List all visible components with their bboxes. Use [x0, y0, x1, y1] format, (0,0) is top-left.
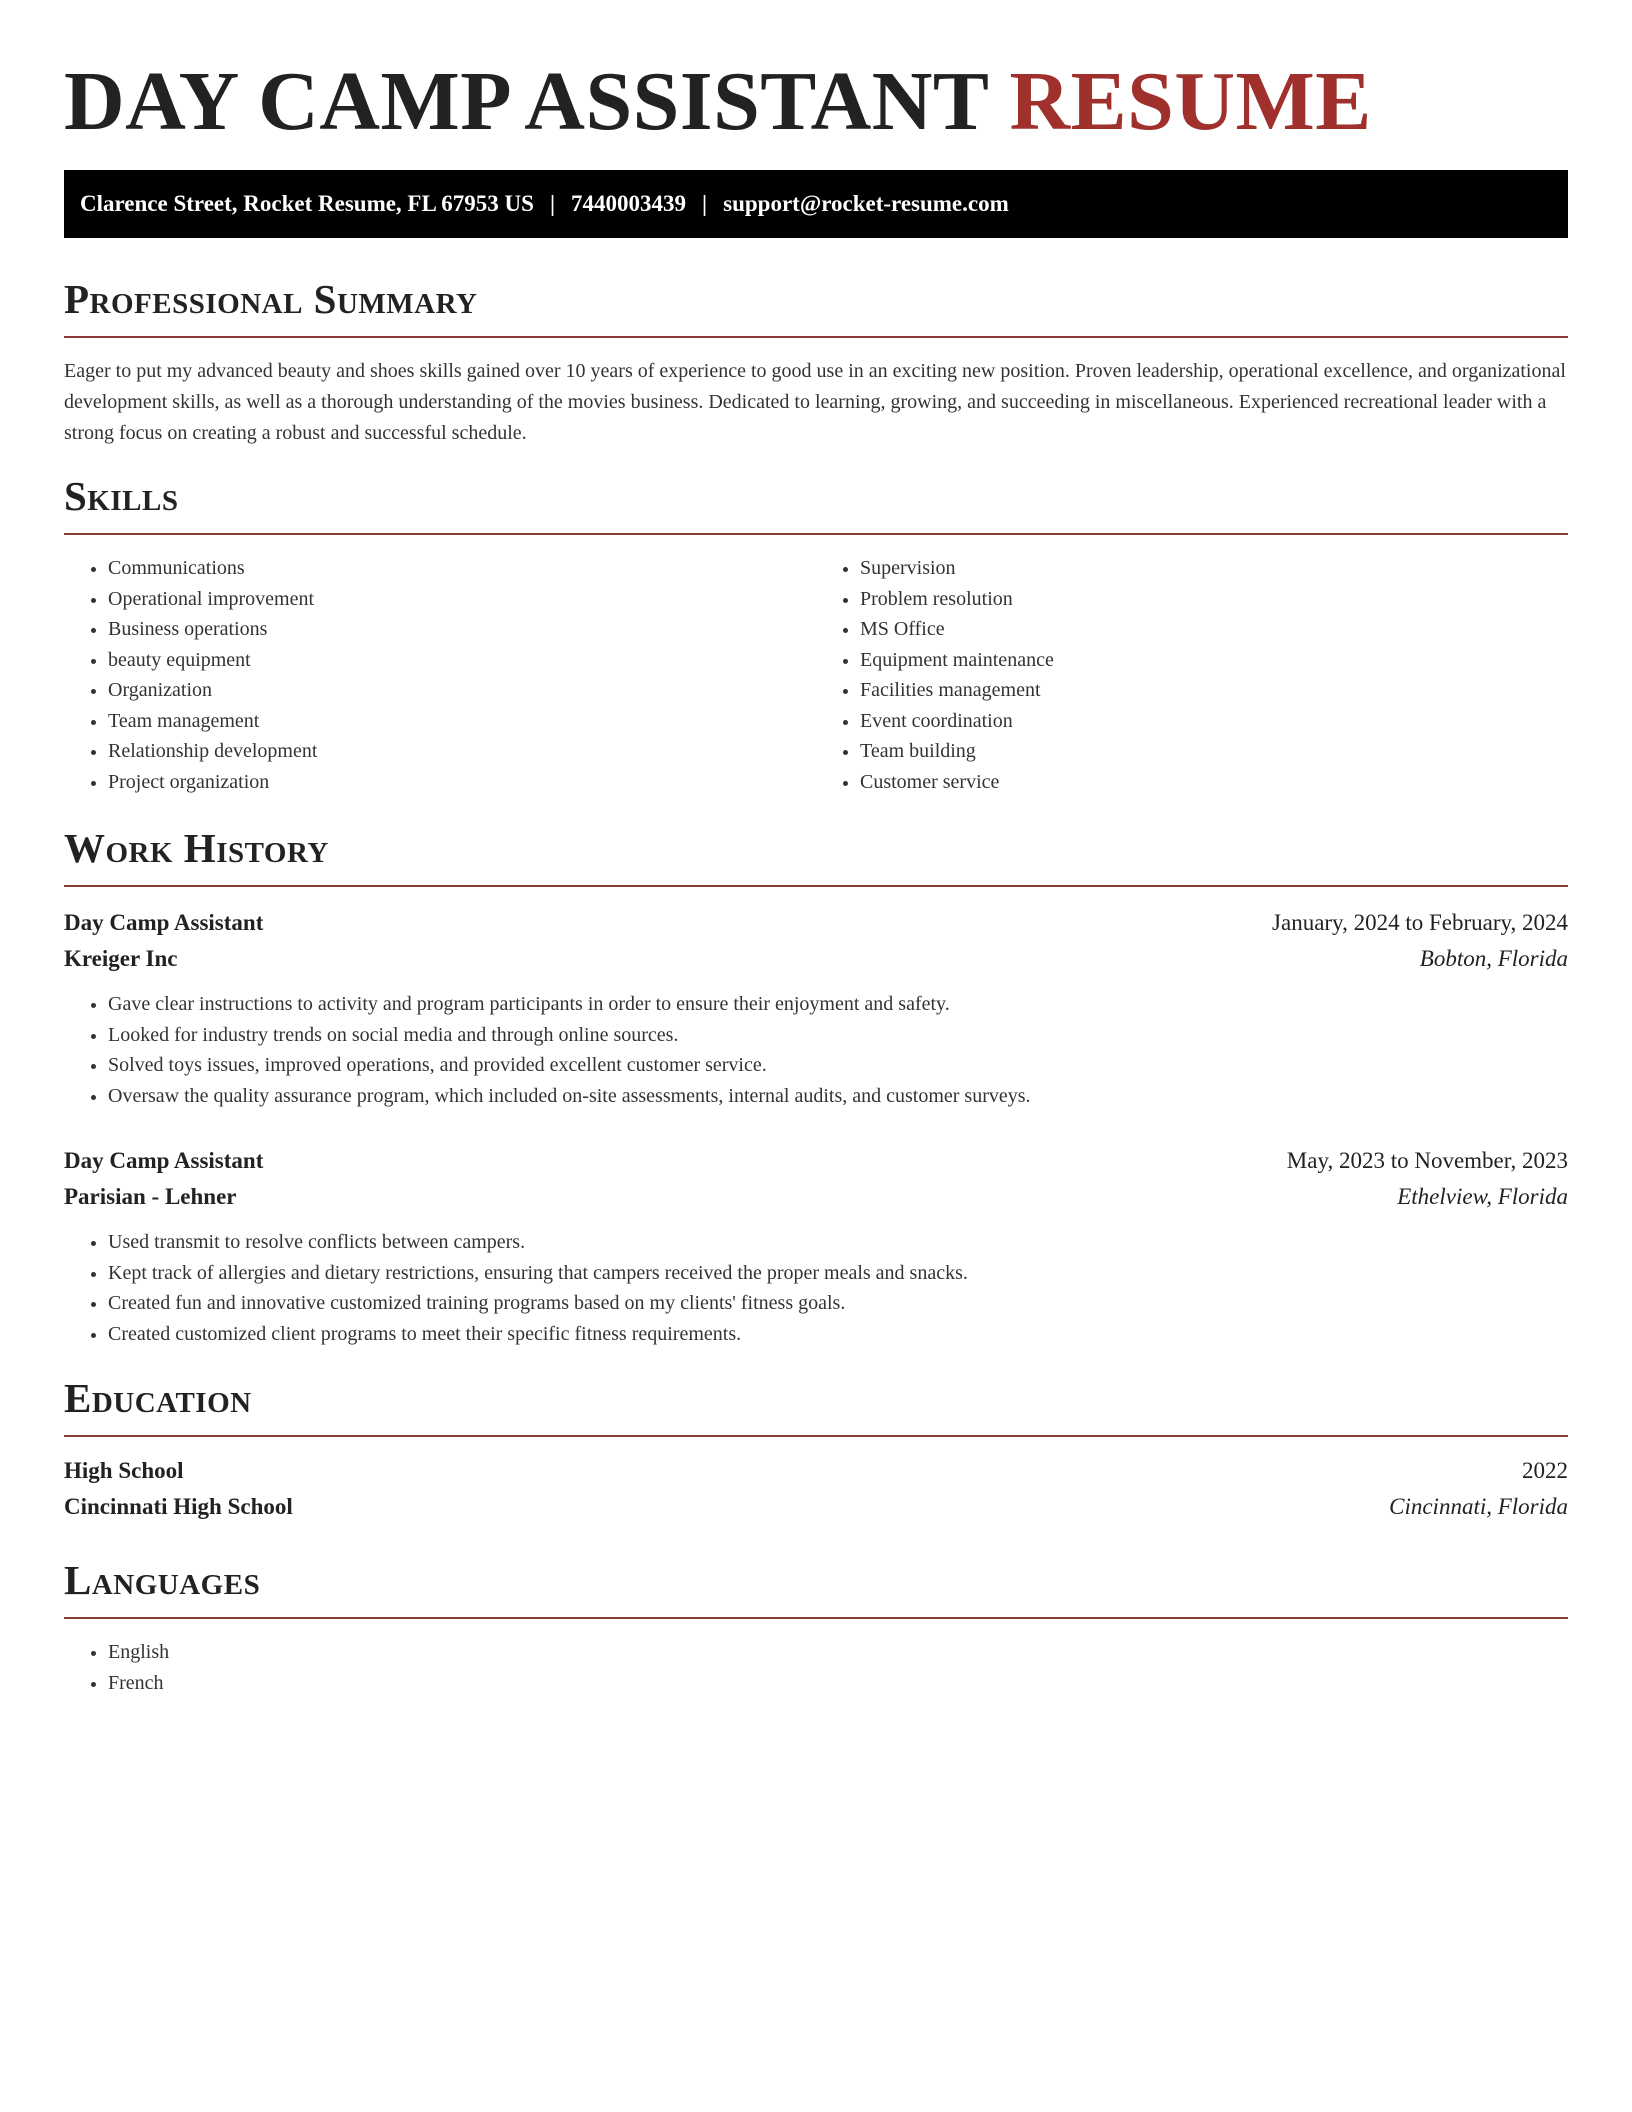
- summary-text: Eager to put my advanced beauty and shoes skills gained over 10 years of experience to good use in an exciting new position. Proven leadership, operational excellence, and organizational development skills, as well as a thorough understanding of the movies business. Dedicated to learning, growing, and succeeding in miscellaneous. Experienced recreational leader with a strong focus on creating a robust and successful schedule.: [64, 360, 1566, 444]
- job-title: Day Camp Assistant: [64, 1148, 264, 1173]
- job-entry: [64, 1143, 1568, 1349]
- job-location: Ethelview, Florida: [1397, 1184, 1568, 1209]
- work-heading: Work History: [64, 825, 329, 871]
- education-degree: High School: [64, 1458, 184, 1483]
- list-item: • Looked for industry trends on social media and through online sources.: [108, 1020, 1568, 1051]
- list-item: • Solved toys issues, improved operations, and provided excellent customer service.: [108, 1050, 1568, 1081]
- job-title: Day Camp Assistant: [64, 910, 264, 935]
- skills-list-left: [64, 553, 816, 797]
- languages-list: [64, 1637, 1568, 1698]
- contact-separator: |: [702, 191, 708, 216]
- skills-columns: [64, 553, 1568, 797]
- list-item: • Operational improvement: [108, 584, 816, 615]
- job-duties: [64, 1227, 1568, 1349]
- job-dates: January, 2024 to February, 2024: [1272, 910, 1568, 935]
- education-heading: Education: [64, 1375, 252, 1421]
- section-divider: [64, 885, 1568, 887]
- list-item: • Oversaw the quality assurance program, which included on-site assessments, internal audits, and customer surveys.: [108, 1081, 1568, 1112]
- skills-list-right: [816, 553, 1568, 797]
- list-item: • Created customized client programs to meet their specific fitness requirements.: [108, 1319, 1568, 1350]
- education-school-row: [64, 1489, 1568, 1525]
- job-dates: May, 2023 to November, 2023: [1286, 1148, 1568, 1173]
- skills-section: [64, 471, 1568, 797]
- job-company-row: [64, 941, 1568, 977]
- section-divider: [64, 1617, 1568, 1619]
- job-company-row: [64, 1179, 1568, 1215]
- contact-bar: [64, 170, 1568, 238]
- education-section: [64, 1373, 1568, 1525]
- education-school: Cincinnati High School: [64, 1494, 293, 1519]
- list-item: • Created fun and innovative customized training programs based on my clients' fitness goals.: [108, 1288, 1568, 1319]
- summary-heading: Professional Summary: [64, 276, 478, 322]
- contact-phone: 7440003439: [571, 191, 687, 216]
- education-entry: [64, 1453, 1568, 1525]
- list-item: • Event coordination: [860, 706, 1568, 737]
- list-item: • Used transmit to resolve conflicts between campers.: [108, 1227, 1568, 1258]
- contact-email[interactable]: support@rocket-resume.com: [723, 191, 1009, 216]
- summary-section: [64, 274, 1568, 449]
- section-divider: [64, 336, 1568, 338]
- job-duties: [64, 989, 1568, 1111]
- list-item: • Communications: [108, 553, 816, 584]
- contact-address: Clarence Street, Rocket Resume, FL 67953 US: [80, 191, 534, 216]
- section-divider: [64, 533, 1568, 535]
- list-item: • Facilities management: [860, 675, 1568, 706]
- list-item: • Equipment maintenance: [860, 645, 1568, 676]
- list-item: • Customer service: [860, 767, 1568, 798]
- languages-section: [64, 1555, 1568, 1698]
- work-section: [64, 823, 1568, 1349]
- education-location: Cincinnati, Florida: [1389, 1494, 1568, 1519]
- languages-heading: Languages: [64, 1557, 261, 1603]
- job-header-row: [64, 1143, 1568, 1179]
- job-entry: [64, 905, 1568, 1111]
- title-accent: RESUME: [1009, 55, 1372, 148]
- education-year: 2022: [1522, 1458, 1568, 1483]
- contact-separator: |: [549, 191, 556, 216]
- list-item: • Kept track of allergies and dietary restrictions, ensuring that campers received the proper meals and snacks.: [108, 1258, 1568, 1289]
- list-item: • Organization: [108, 675, 816, 706]
- section-divider: [64, 1435, 1568, 1437]
- list-item: • beauty equipment: [108, 645, 816, 676]
- list-item: • MS Office: [860, 614, 1568, 645]
- list-item: • Supervision: [860, 553, 1568, 584]
- resume-title: [64, 0, 1568, 148]
- list-item: • Business operations: [108, 614, 816, 645]
- job-location: Bobton, Florida: [1419, 946, 1568, 971]
- title-main: DAY CAMP ASSISTANT: [64, 55, 988, 148]
- job-header-row: [64, 905, 1568, 941]
- list-item: • Gave clear instructions to activity and program participants in order to ensure their enjoyment and safety.: [108, 989, 1568, 1020]
- list-item: • Relationship development: [108, 736, 816, 767]
- list-item: • Project organization: [108, 767, 816, 798]
- job-company: Parisian - Lehner: [64, 1184, 237, 1209]
- skills-heading: Skills: [64, 473, 179, 519]
- list-item: • English: [108, 1637, 1568, 1668]
- job-company: Kreiger Inc: [64, 946, 178, 971]
- education-degree-row: [64, 1453, 1568, 1489]
- list-item: • French: [108, 1668, 1568, 1699]
- list-item: • Problem resolution: [860, 584, 1568, 615]
- list-item: • Team building: [860, 736, 1568, 767]
- list-item: • Team management: [108, 706, 816, 737]
